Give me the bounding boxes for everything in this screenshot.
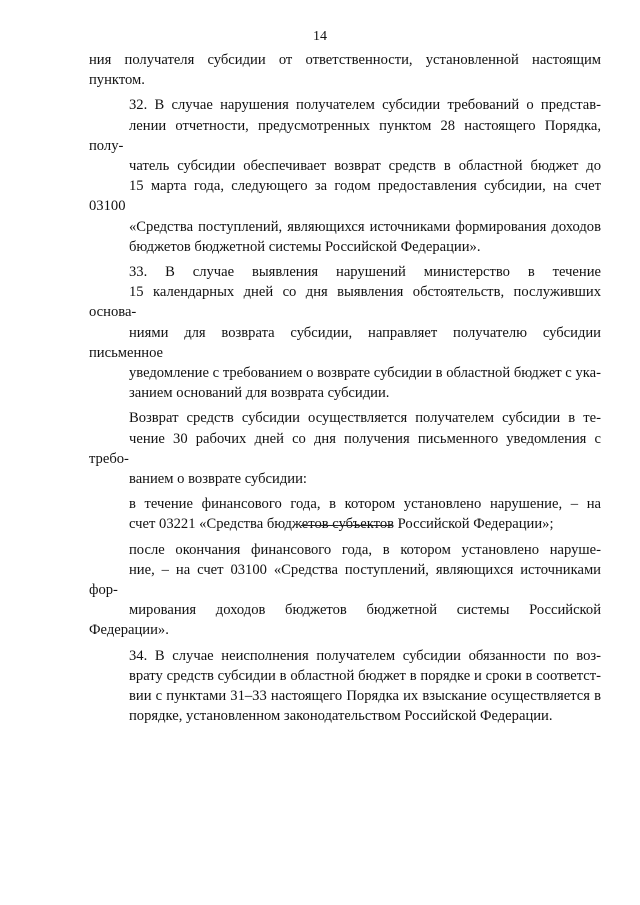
text-line: мирования доходов бюджетов бюджетной системы Российской Федерации».	[89, 602, 601, 639]
text-line: 33. В случае выявления нарушений министерство в течение	[129, 264, 601, 281]
text-line: в течение финансового года, в котором установлено нарушение, – на	[129, 496, 601, 513]
text-line: лении отчетности, предусмотренных пунктом 28 настоящего Порядка, полу-	[89, 117, 601, 154]
text-line: 15 марта года, следующего за годом предоставления субсидии, на счет 03100	[89, 178, 601, 215]
paragraph-31-continuation	[89, 50, 601, 90]
text-line: вии с пунктами 31–33 настоящего Порядка их взыскание осуществляется в	[129, 688, 601, 705]
document-body	[89, 50, 601, 732]
text-line: 32. В случае нарушения получателем субсидии требований о представ-	[129, 97, 601, 114]
text-line: после окончания финансового года, в котором установлено наруше-	[129, 541, 601, 558]
text-line: уведомление с требованием о возврате субсидии в областной бюджет с ука-	[129, 365, 601, 382]
text-line: 34. В случае неисполнения получателем субсидии обязанности по воз-	[129, 647, 601, 664]
end-of-document-rule	[301, 525, 393, 526]
text-line: Возврат средств субсидии осуществляется получателем субсидии в те-	[129, 410, 601, 427]
text-line: чение 30 рабочих дней со дня получения письменного уведомления с требо-	[89, 430, 601, 467]
text-line: порядке, установленном законодательством Российской Федерации.	[129, 708, 553, 725]
text-line: ния получателя субсидии от ответственности, установленной настоящим	[89, 52, 601, 68]
text-line: ванием о возврате субсидии:	[129, 471, 307, 488]
paragraph-32	[89, 95, 601, 257]
text-line: 15 календарных дней со дня выявления обстоятельств, послуживших основа-	[89, 284, 601, 321]
text-line: ние, – на счет 03100 «Средства поступлений, являющихся источниками фор-	[89, 561, 601, 599]
page-number: 14	[313, 29, 327, 44]
paragraph-33-return	[89, 408, 601, 489]
text-line: врату средств субсидии в областной бюджет в порядке и сроки в соответст-	[129, 667, 601, 684]
text-line: пунктом.	[89, 72, 145, 89]
text-line: бюджетов бюджетной системы Российской Федерации».	[129, 238, 481, 255]
paragraph-34	[89, 646, 601, 727]
paragraph-33-within-year	[89, 494, 601, 534]
text-line: «Средства поступлений, являющихся источниками формирования доходов	[129, 218, 601, 235]
paragraph-33	[89, 262, 601, 403]
text-line: занием оснований для возврата субсидии.	[129, 385, 390, 402]
paragraph-33-after-year	[89, 540, 601, 641]
text-line: чатель субсидии обеспечивает возврат средств в областной бюджет до	[129, 158, 601, 175]
text-line: счет 03221 «Средства бюджетов субъектов Российской Федерации»;	[129, 516, 554, 533]
text-line: ниями для возврата субсидии, направляет получателю субсидии письменное	[89, 324, 601, 361]
